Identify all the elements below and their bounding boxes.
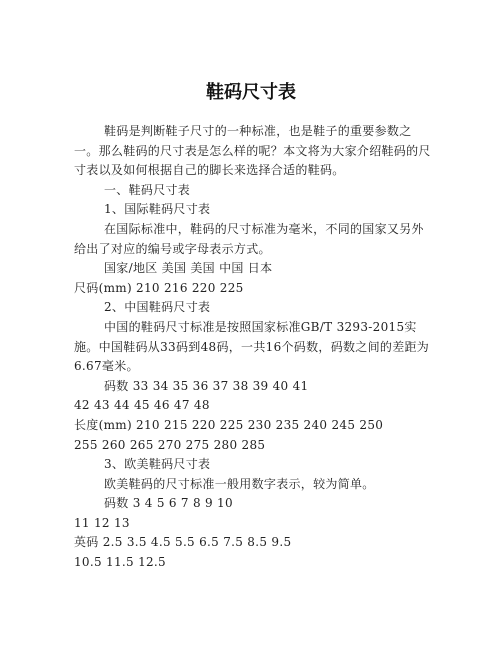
paragraph: 欧美鞋码的尺寸标准一般用数字表示，较为简单。 <box>104 476 375 491</box>
table-row: 码数 3 4 5 6 7 8 9 10 <box>104 496 233 511</box>
table-row: 长度(mm) 210 215 220 225 230 235 240 245 250 <box>74 417 384 432</box>
table-row: 42 43 44 45 46 47 48 <box>74 398 210 413</box>
subsection-heading: 3、欧美鞋码尺寸表 <box>104 457 211 472</box>
table-row: 国家/地区 美国 美国 中国 日本 <box>104 261 273 276</box>
intro-paragraph: 鞋码是判断鞋子尺寸的一种标准，也是鞋子的重要参数之一。那么鞋码的尺寸表是怎么样的呢？本文将为大家介绍鞋码的尺寸表以及如何根据自己的脚长来选择合适的鞋码。 <box>74 124 431 178</box>
table-row: 11 12 13 <box>74 515 130 530</box>
paragraph: 中国的鞋码尺寸标准是按照国家标准GB/T 3293-2015实施。中国鞋码从33码到48码，一共16个码数，码数之间的差距为6.67毫米。 <box>74 319 430 374</box>
table-row: 英码 2.5 3.5 4.5 5.5 6.5 7.5 8.5 9.5 <box>74 535 292 550</box>
table-row: 255 260 265 270 275 280 285 <box>74 437 266 452</box>
table-row: 码数 33 34 35 36 37 38 39 40 41 <box>104 378 309 393</box>
table-row: 尺码(mm) 210 216 220 225 <box>74 280 244 295</box>
page-title: 鞋码尺寸表 <box>206 82 296 103</box>
paragraph: 在国际标准中，鞋码的尺寸标准为毫米，不同的国家又另外给出了对应的编号或字母表示方式。 <box>74 221 424 256</box>
section-heading: 一、鞋码尺寸表 <box>104 182 191 197</box>
subsection-heading: 2、中国鞋码尺寸表 <box>104 300 211 315</box>
table-row: 10.5 11.5 12.5 <box>74 555 166 570</box>
document-body <box>74 122 434 573</box>
subsection-heading: 1、国际鞋码尺寸表 <box>104 202 211 217</box>
